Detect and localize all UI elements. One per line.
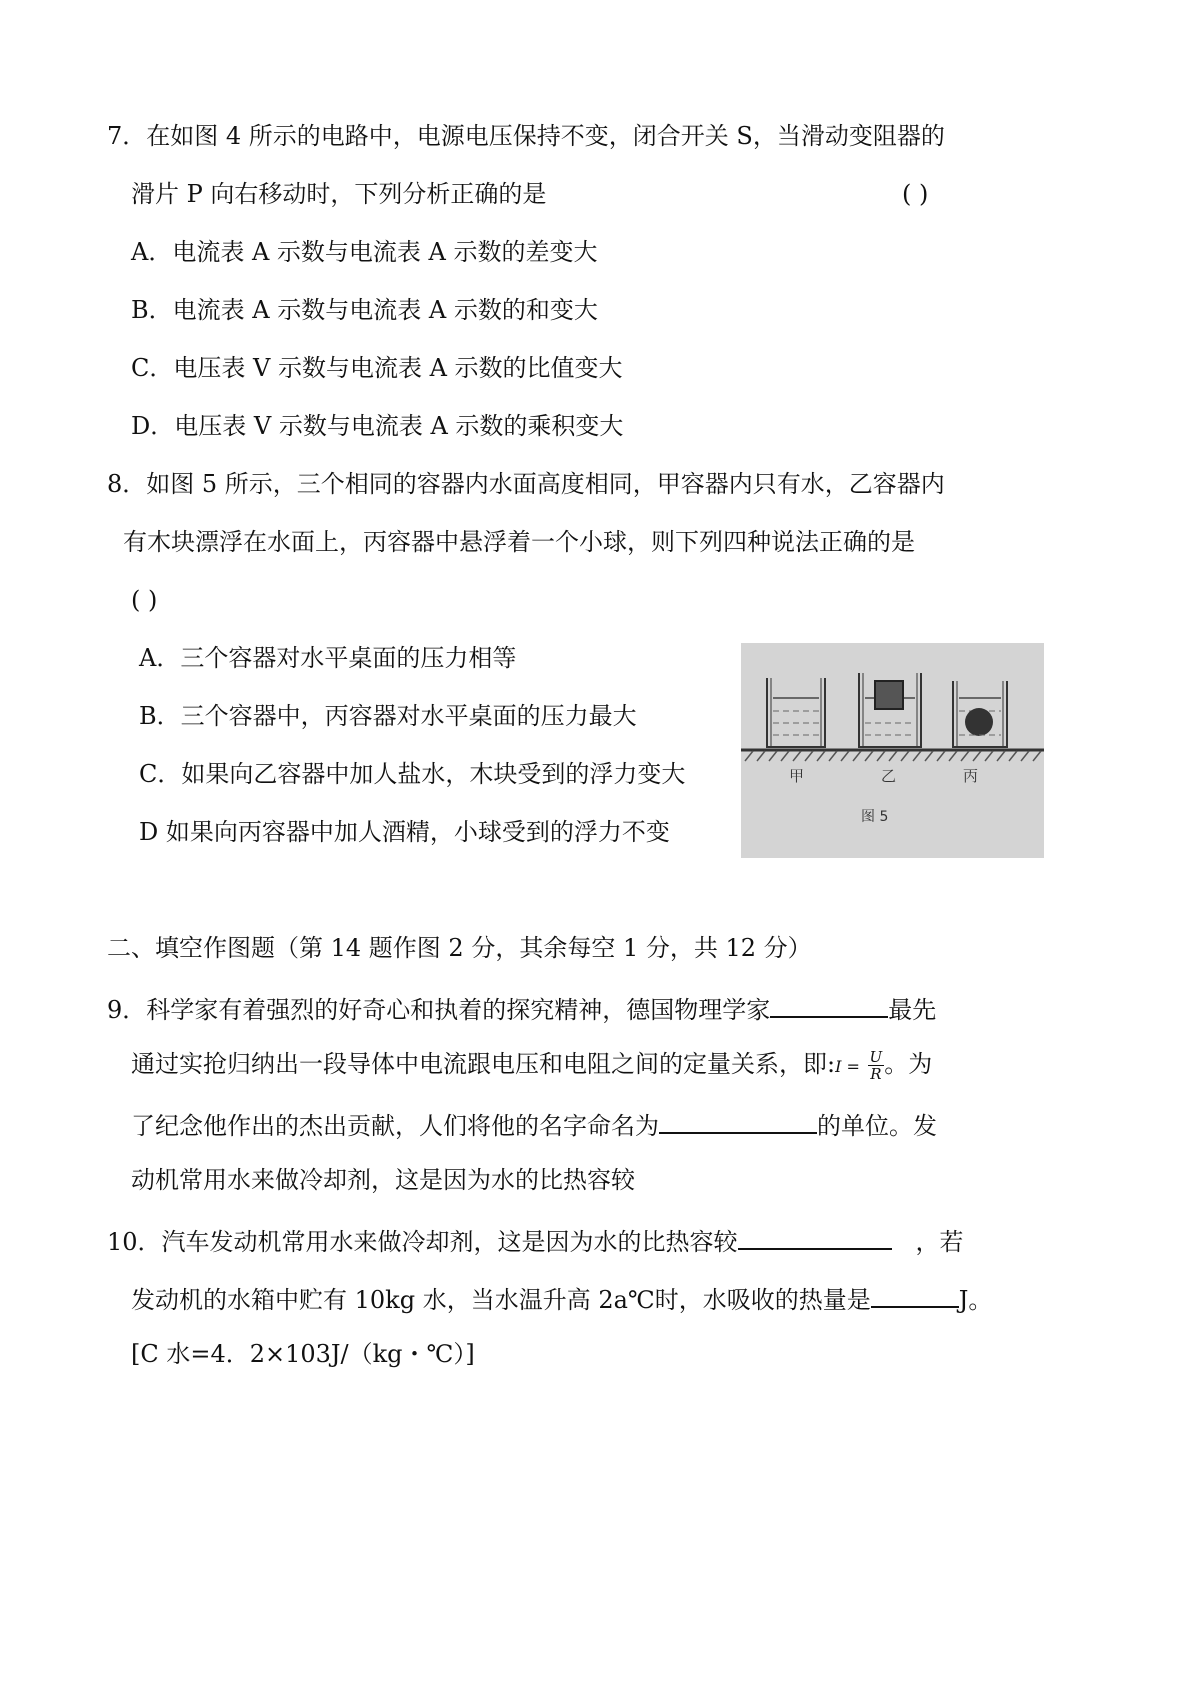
q9-line-2-text: 通过实抢归纳出一段导体中电流跟电压和电阻之间的定量关系，即:: [131, 1050, 836, 1078]
q10-line-1: [107, 1222, 964, 1258]
wood-block: [875, 681, 903, 709]
q7-answer-bracket: ( ): [902, 180, 929, 208]
q8-option-a: A．三个容器对水平桌面的压力相等: [139, 644, 517, 672]
q10-line-2-end: J。: [958, 1286, 993, 1314]
q9-line-2-end: 。为: [884, 1050, 933, 1078]
section-2-heading: 二、填空作图题（第 14 题作图 2 分，其余每空 1 分，共 12 分）: [107, 934, 812, 962]
q10-line-2: [131, 1280, 992, 1316]
formula-lhs: I =: [835, 1057, 860, 1076]
q9-line-3-end: 的单位。发: [817, 1112, 937, 1140]
q9-line-1: [107, 990, 936, 1026]
q10-blank-2[interactable]: [871, 1280, 959, 1308]
q8-option-c: C．如果向乙容器中加人盐水，木块受到的浮力变大: [139, 760, 686, 788]
q8-option-b: B．三个容器中，丙容器对水平桌面的压力最大: [139, 702, 637, 730]
q9-blank-1[interactable]: [770, 990, 888, 1018]
q7-option-d: D．电压表 V 示数与电流表 A 示数的乘积变大: [131, 412, 624, 440]
q10-line-1-end: ，若: [915, 1228, 964, 1256]
q8-line-1: 8．如图 5 所示，三个相同的容器内水面高度相同，甲容器内只有水，乙容器内: [107, 470, 945, 498]
container-bing: [953, 681, 1007, 748]
q10-line-2-text: 发动机的水箱中贮有 10kg 水，当水温升高 2a℃时，水吸收的热量是: [131, 1286, 871, 1314]
q7-line-1: 7．在如图 4 所示的电路中，电源电压保持不变，闭合开关 S，当滑动变阻器的: [107, 122, 945, 150]
q9-blank-2[interactable]: [659, 1106, 817, 1134]
container-yi: [859, 673, 921, 748]
q10-line-1-text: 10．汽车发动机常用水来做冷却剂，这是因为水的比热容较: [107, 1228, 738, 1256]
formula-denominator: R: [870, 1065, 882, 1083]
q10-line-3: [C 水=4．2×103J/（kg・℃）]: [131, 1340, 475, 1368]
figure-caption: 图 5: [861, 809, 889, 825]
q9-line-2: [131, 1048, 932, 1083]
q7-option-c: C．电压表 V 示数与电流表 A 示数的比值变大: [131, 354, 623, 382]
q9-line-1-end: 最先: [888, 996, 937, 1024]
figure-5-drawing: [741, 643, 1044, 858]
container-jia: [767, 678, 825, 748]
figure-5-containers: [741, 643, 1044, 858]
table-surface: [741, 750, 1044, 761]
q9-line-3: [131, 1106, 937, 1142]
q7-line-2: 滑片 P 向右移动时，下列分析正确的是: [131, 180, 547, 208]
small-ball: [965, 708, 993, 736]
q7-option-b: B．电流表 A 示数与电流表 A 示数的和变大: [131, 296, 598, 324]
q8-line-2: 有木块漂浮在水面上，丙容器中悬浮着一个小球，则下列四种说法正确的是: [123, 528, 915, 556]
formula-numerator: U: [869, 1048, 883, 1066]
q9-line-1-text: 9．科学家有着强烈的好奇心和执着的探究精神，德国物理学家: [107, 996, 771, 1024]
q9-line-4: 动机常用水来做冷却剂，这是因为水的比热容较: [131, 1166, 635, 1194]
q9-line-3-text: 了纪念他作出的杰出贡献，人们将他的名字命名为: [131, 1112, 659, 1140]
q10-blank-1[interactable]: [738, 1222, 892, 1250]
q7-option-a: A．电流表 A 示数与电流表 A 示数的差变大: [131, 238, 598, 266]
label-bing: 丙: [963, 767, 979, 785]
q8-answer-bracket: ( ): [131, 586, 158, 614]
formula-fraction: [868, 1049, 885, 1082]
q8-option-d: D 如果向丙容器中加人酒精，小球受到的浮力不变: [139, 818, 670, 846]
label-yi: 乙: [881, 767, 897, 785]
label-jia: 甲: [789, 767, 805, 785]
